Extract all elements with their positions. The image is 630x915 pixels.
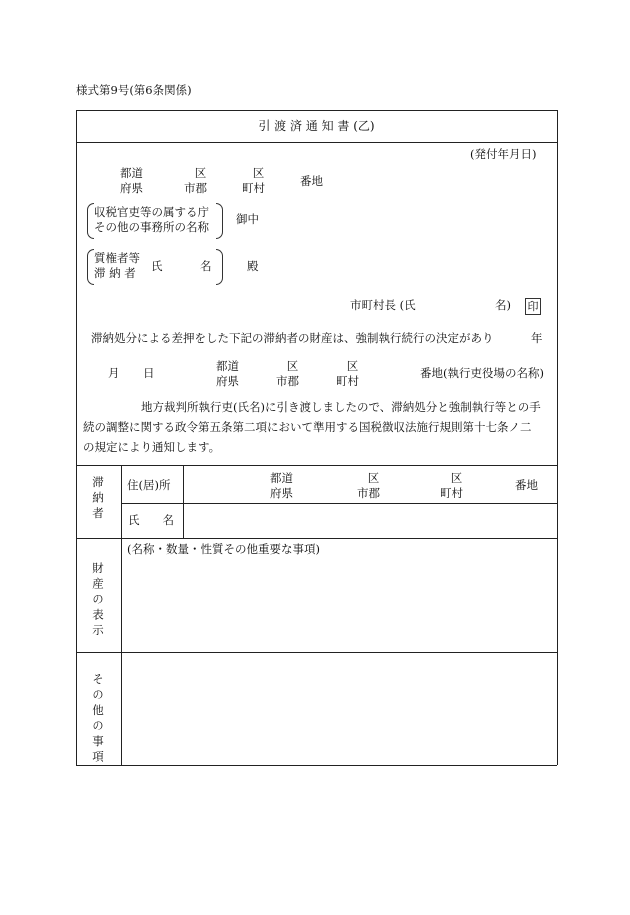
- body-year: 年: [531, 331, 543, 345]
- address-label: 住(居)所: [127, 478, 171, 492]
- body-chouson: 区 町村: [336, 359, 359, 388]
- name-label: 氏 名: [128, 513, 174, 527]
- frame-left: [76, 110, 77, 765]
- body-month: 月: [108, 366, 120, 380]
- issue-date: (発付年月日): [470, 147, 537, 161]
- form-number: 様式第9号(第6条関係): [76, 83, 192, 97]
- sublabel-column-divider: [183, 465, 184, 538]
- delinquent-banchi: 番地: [515, 478, 538, 492]
- delinquent-shigun: 区 市郡: [357, 471, 380, 500]
- frame-right: [557, 110, 558, 765]
- left-bracket: [87, 203, 94, 239]
- left-bracket: [87, 249, 94, 285]
- delinquent-todofuken: 都道 府県: [270, 471, 293, 500]
- mayor-label: 市町村長 (氏: [350, 298, 416, 312]
- other-header: その他の事項: [91, 673, 105, 766]
- address-name-divider: [121, 503, 557, 504]
- recipient-shi: 氏: [151, 259, 163, 273]
- right-bracket: [216, 249, 223, 285]
- frame-bottom: [76, 765, 557, 766]
- delinquent-chouson: 区 町村: [440, 471, 463, 500]
- recipient-label: 質権者等 滞 納 者: [94, 251, 140, 280]
- body-line-1: 滞納処分による差押をした下記の滞納者の財産は、強制執行続行の決定があり: [91, 331, 494, 345]
- property-note: (名称・数量・性質その他重要な事項): [127, 542, 320, 556]
- body-day: 日: [143, 366, 155, 380]
- recipient-mei: 名: [200, 259, 212, 273]
- body-shigun: 区 市郡: [276, 359, 299, 388]
- address-banchi: 番地: [300, 174, 323, 188]
- body-paragraph-2: 続の調整に関する政令第五条第二項において準用する国税徴収法施行規則第十七条ノ二: [83, 420, 532, 434]
- body-paragraph-3: の規定により通知します。: [83, 440, 221, 454]
- body-paragraph-1: 地方裁判所執行吏(氏名)に引き渡しましたので、滞納処分と強制執行等との手: [141, 400, 541, 414]
- mayor-name-end: 名): [495, 298, 511, 312]
- body-divider: [76, 465, 557, 466]
- onchu-suffix: 御中: [236, 212, 259, 226]
- delinquent-divider: [76, 538, 557, 539]
- address-shigun: 区 市郡: [184, 166, 207, 195]
- dono-suffix: 殿: [247, 259, 259, 273]
- property-header: 財産の表示: [91, 562, 105, 640]
- title-divider: [76, 142, 557, 143]
- label-column-divider: [121, 465, 122, 765]
- tax-office-label: 収税官吏等の属する庁 その他の事務所の名称: [94, 205, 209, 234]
- right-bracket: [216, 203, 223, 239]
- frame-top: [76, 110, 557, 111]
- address-todofuken: 都道 府県: [120, 166, 143, 195]
- address-chouson: 区 町村: [242, 166, 265, 195]
- seal-mark: 印: [525, 298, 541, 315]
- body-banchi: 番地(執行吏役場の名称): [420, 366, 544, 380]
- property-divider: [76, 652, 557, 653]
- document-title: 引 渡 済 通 知 書 (乙): [258, 119, 375, 133]
- delinquent-header: 滞納者: [91, 476, 105, 523]
- body-todofuken: 都道 府県: [216, 359, 239, 388]
